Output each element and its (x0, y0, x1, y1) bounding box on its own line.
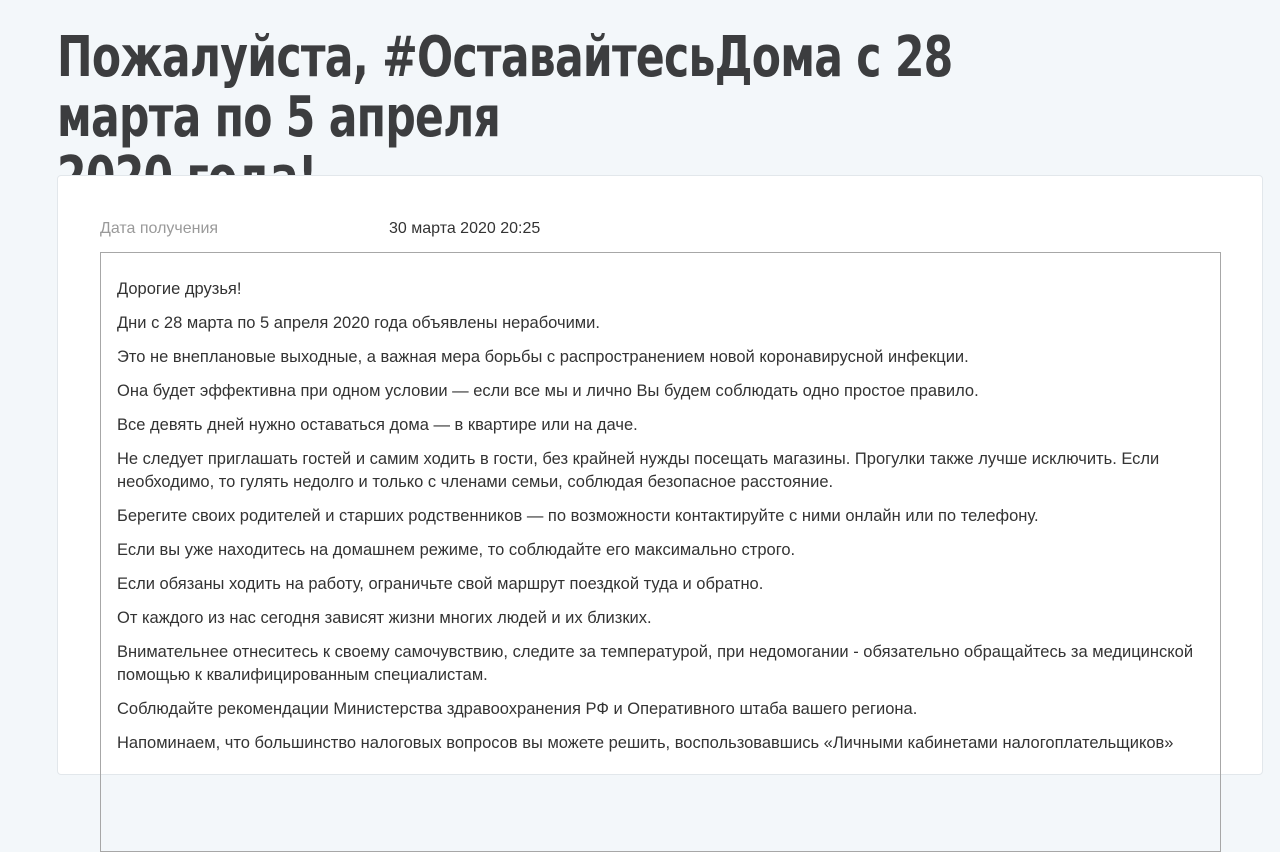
message-paragraph: Берегите своих родителей и старших родственников — по возможности контактируйте с ними онлайн или по телефону. (117, 507, 1039, 525)
page-title-line-1: Пожалуйста, #ОставайтесьДома с 28 марта по 5 апреля (57, 25, 953, 150)
message-paragraph: Соблюдайте рекомендации Министерства здравоохранения РФ и Оперативного штаба вашего региона. (117, 700, 918, 718)
message-paragraph: От каждого из нас сегодня зависят жизни многих людей и их близких. (117, 609, 652, 627)
message-card (57, 175, 1263, 775)
message-paragraph: Она будет эффективна при одном условии — если все мы и лично Вы будем соблюдать одно простое правило. (117, 382, 979, 400)
message-paragraph: Если вы уже находитесь на домашнем режиме, то соблюдайте его максимально строго. (117, 541, 796, 559)
message-paragraph: Все девять дней нужно оставаться дома — в квартире или на даче. (117, 416, 638, 434)
received-date-label: Дата получения (100, 220, 219, 237)
received-date-value: 30 марта 2020 20:25 (389, 220, 541, 237)
message-paragraph-greeting: Дорогие друзья! (117, 280, 242, 298)
message-paragraph: Если обязаны ходить на работу, ограничьте свой маршрут поездкой туда и обратно. (117, 575, 764, 593)
message-paragraph: Не следует приглашать гостей и самим ходить в гости, без крайней нужды посещать магазины. Прогулки также лучше исключить. Если необходимо, то гулять недолго и только с членами семьи, соблюдая безопасное расстояние. (117, 450, 1160, 491)
message-paragraph: Дни с 28 марта по 5 апреля 2020 года объявлены нерабочими. (117, 314, 600, 332)
message-paragraph: Напоминаем, что большинство налоговых вопросов вы можете решить, воспользовавшись «Личными кабинетами налогоплательщиков» (117, 734, 1174, 752)
message-paragraph: Это не внеплановые выходные, а важная мера борьбы с распространением новой коронавирусной инфекции. (117, 348, 969, 366)
message-paragraph: Внимательнее отнеситесь к своему самочувствию, следите за температурой, при недомогании - обязательно обращайтесь за медицинской помощью к квалифицированным специалистам. (117, 643, 1194, 684)
message-body[interactable] (100, 252, 1221, 852)
